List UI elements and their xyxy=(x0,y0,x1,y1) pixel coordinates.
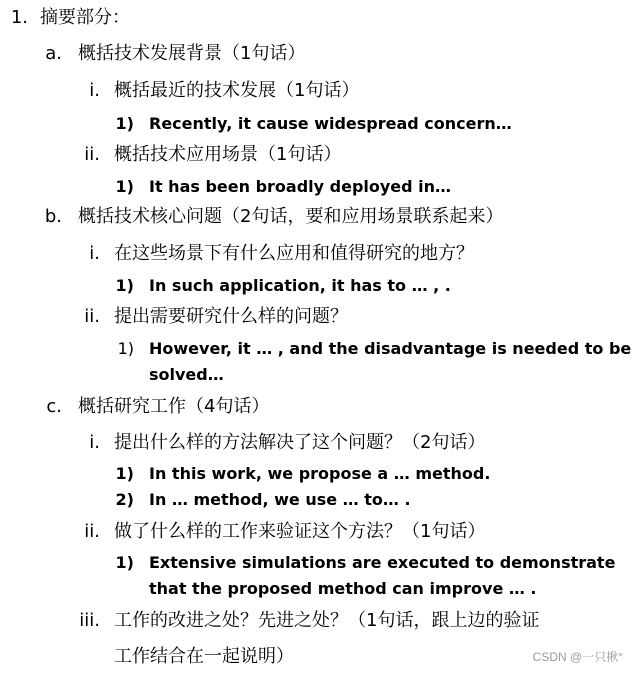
list-text: In such application, it has to … , . xyxy=(149,276,451,295)
list-marker: 1) xyxy=(115,177,134,196)
list-marker: i. xyxy=(89,243,100,264)
list-text: 做了什么样的工作来验证这个方法？（1句话） xyxy=(114,521,486,542)
list-text: 概括技术应用场景（1句话） xyxy=(114,144,342,165)
list-text: that the proposed method can improve … . xyxy=(149,579,537,598)
list-text: 提出需要研究什么样的问题？ xyxy=(114,306,348,327)
list-marker: iii. xyxy=(79,610,100,631)
list-marker: 1) xyxy=(115,553,134,572)
list-text: 工作的改进之处？先进之处？（1句话，跟上边的验证 xyxy=(114,610,540,631)
list-marker: 1. xyxy=(10,7,28,28)
list-marker: ii. xyxy=(84,144,100,165)
list-marker: b. xyxy=(44,206,62,227)
list-marker: ii. xyxy=(84,521,100,542)
list-text: Recently, it cause widespread concern… xyxy=(149,114,512,133)
list-marker: ii. xyxy=(84,306,100,327)
list-marker: 1) xyxy=(115,464,134,483)
list-text: In this work, we propose a … method. xyxy=(149,464,491,483)
list-text: 概括技术发展背景（1句话） xyxy=(78,43,306,64)
list-marker: c. xyxy=(46,396,62,417)
list-text: solved… xyxy=(149,365,224,384)
list-text: 概括技术核心问题（2句话，要和应用场景联系起来） xyxy=(78,206,504,227)
list-text: It has been broadly deployed in… xyxy=(149,177,452,196)
list-text: 摘要部分： xyxy=(40,7,130,28)
list-text: 概括研究工作（4句话） xyxy=(78,396,270,417)
list-text: However, it … , and the disadvantage is needed to be xyxy=(149,339,632,358)
csdn-watermark: CSDN @一只揪° xyxy=(532,650,623,664)
list-text: 提出什么样的方法解决了这个问题？（2句话） xyxy=(114,432,486,453)
list-marker: 1) xyxy=(115,276,134,295)
list-marker: a. xyxy=(45,43,62,64)
list-marker: 1) xyxy=(117,339,134,358)
list-marker: 1) xyxy=(115,114,134,133)
list-text: Extensive simulations are executed to demonstrate xyxy=(149,553,616,572)
list-marker: i. xyxy=(89,432,100,453)
list-marker: i. xyxy=(89,80,100,101)
list-text: 概括最近的技术发展（1句话） xyxy=(114,80,360,101)
list-text: 工作结合在一起说明） xyxy=(114,646,294,667)
list-text: 在这些场景下有什么应用和值得研究的地方？ xyxy=(114,243,474,264)
list-text: In … method, we use … to… . xyxy=(149,490,411,509)
list-marker: 2) xyxy=(115,490,134,509)
